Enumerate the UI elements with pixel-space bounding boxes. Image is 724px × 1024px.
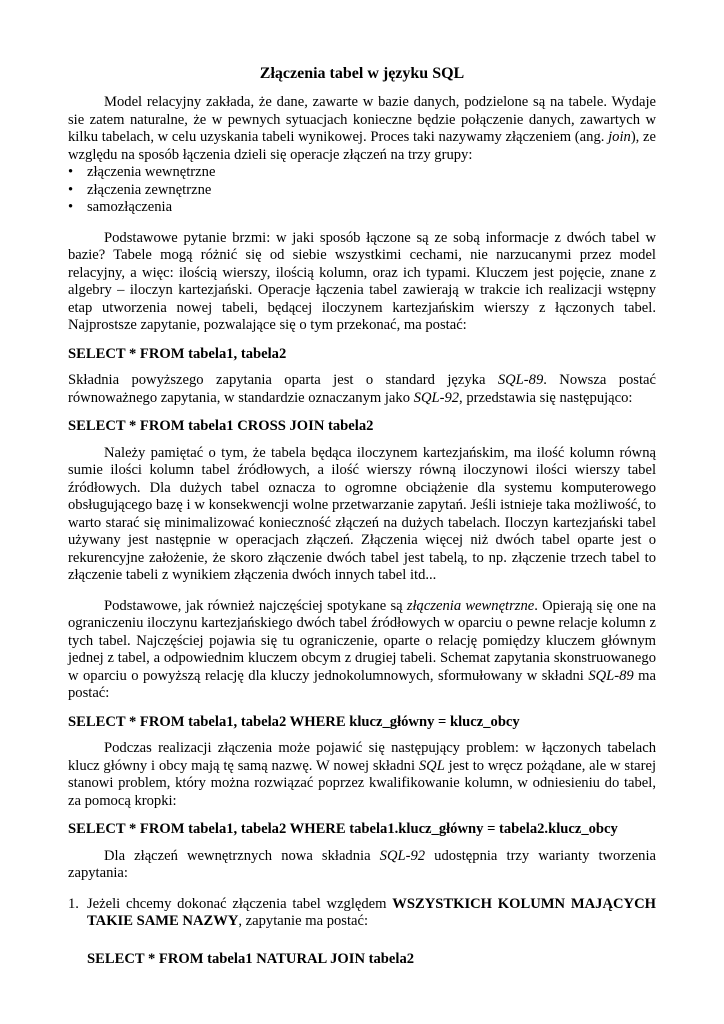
syntax-text-c: , przedstawia się następująco: — [459, 389, 633, 406]
sql-example-2: SELECT * FROM tabela1 CROSS JOIN tabela2 — [68, 418, 374, 434]
inner-text-b: . Opierają się one na ograniczeniu iloczynu kartezjańskiego dwóch tabel źródłowych w oparciu o pewne relacje kolumn z tych tabel. Najczęściej pojawia się tu ograniczenie, oparte o relację pomiędzy kluczem głównym jednej z tabel, a odpowiednim kluczem obcym z drugiej tabeli. Schemat zapytania skonstruowanego w oparciu o powyższą relację dla kluczy jednokolumnowych, sformułowany w składni — [68, 597, 657, 684]
inner-join-paragraph — [68, 598, 656, 703]
document-title: Złączenia tabel w języku SQL — [259, 65, 465, 82]
syntax-paragraph — [68, 372, 656, 407]
item-text-a: Jeżeli chcemy dokonać złączenia tabel względem — [87, 895, 393, 912]
variants-paragraph — [68, 848, 656, 883]
inner-term-sql89: SQL-89 — [588, 667, 634, 684]
bullet-icon: • — [68, 199, 74, 215]
bullet-icon: • — [68, 181, 74, 198]
sql-example-3: SELECT * FROM tabela1, tabela2 WHERE klucz_główny = klucz_obcy — [68, 713, 520, 730]
list-item-text: złączenia wewnętrzne — [87, 164, 216, 180]
sql-example-5: SELECT * FROM tabela1 NATURAL JOIN tabela2 — [87, 950, 415, 967]
variants-text-b: udostępnia trzy warianty tworzenia zapytania: — [68, 847, 656, 881]
syntax-text-a: Składnia powyższego zapytania oparta jest o standard języka — [68, 372, 498, 388]
item-emphasis: WSZYSTKICH KOLUMN MAJĄCYCH TAKIE SAME NAZWY — [87, 895, 656, 929]
cartesian-paragraph: Podstawowe pytanie brzmi: w jaki sposób łączone są ze sobą informacje z dwóch tabel w bazie? Tabele mogą różnić się od siebie wszystkimi cechami, nie narzucanymi przez model relacyjny, a więc: ilością wierszy, ilością kolumn, oraz ich typami. Kluczem jest pojęcie, znane z algebry – iloczyn kartezjański. Operacje łączenia tabel zawierają w trakcie ich realizacji wstępny etap utworzenia nowej tabeli, będącej iloczynem kartezjańskim wierszy z łączonych tabel. Najprostsze zapytanie, pozwalające się o tym przekonać, ma postać: — [68, 229, 656, 333]
join-types-list — [68, 164, 656, 217]
syntax-term-sql89: SQL-89 — [497, 372, 544, 388]
bullet-icon: • — [68, 164, 74, 180]
list-item-text: złączenia zewnętrzne — [87, 181, 212, 198]
list-item — [68, 896, 656, 931]
list-item — [68, 199, 656, 217]
variants-list — [68, 896, 656, 931]
variants-term-sql92: SQL-92 — [379, 847, 426, 864]
list-item — [68, 182, 656, 200]
inner-text-a: Podstawowe, jak również najczęściej spotykane są — [104, 597, 407, 614]
list-item-text: samozłączenia — [87, 199, 173, 215]
qualification-paragraph — [68, 740, 656, 810]
list-number: 1. — [68, 895, 79, 912]
intro-text-b: ), ze względu na sposób łączenia dzieli się operacje złączeń na trzy grupy: — [68, 129, 656, 163]
item-text-b: , zapytanie ma postać: — [238, 913, 369, 929]
variants-text-a: Dla złączeń wewnętrznych nowa składnia — [104, 847, 380, 864]
list-item — [68, 164, 656, 182]
qual-text-a: Podczas realizacji złączenia może pojawić się następujący problem: w łączonych tabelach klucz główny i obcy mają tę samą nazwę. W nowej składni — [68, 740, 656, 774]
intro-term-join: join — [608, 129, 631, 145]
intro-paragraph — [68, 94, 656, 164]
inner-text-c: ma postać: — [68, 667, 657, 701]
qual-term-sql: SQL — [418, 757, 445, 774]
sql-example-1: SELECT * FROM tabela1, tabela2 — [68, 345, 287, 362]
intro-text-a: Model relacyjny zakłada, że dane, zawarte w bazie danych, podzielone są na tabele. Wydaje sie zatem naturalne, że w pewnych sytuacjach konieczne będzie połączenie danych, zawartych w kilku tabelach, w celu uzyskania tabeli wynikowej. Proces taki nazywamy złączeniem (ang. — [68, 94, 656, 145]
performance-paragraph: Należy pamiętać o tym, że tabela będąca iloczynem kartezjańskim, ma ilość kolumn równą sumie ilości kolumn tabel źródłowych, a ilość wierszy równą iloczynowi ilości wierszy tabel źródłowych. Dla dużych tabel oznacza to ogromne obciążenie dla systemu komputerowego obsługującego bazę i w konsekwencji wolne przetwarzanie zapytań. Jeśli istnieje taka możliwość, to warto starać się minimalizować konieczność złączeń na dużych tabelach. Iloczyn kartezjański tabel używany jest następnie w operacjach złączeń. Złączenia więcej niż dwóch tabel oparte jest o rekurencyjne założenie, że skoro złączenie dwóch tabel jest tabelą, to np. złączenie trzech tabel to złączenie tabeli z wynikiem złączenia dwóch innych tabel itd... — [68, 444, 656, 583]
qual-text-b: jest to wręcz pożądane, ale w starej stanowi problem, który można rozwiązać poprzez kwalifikowanie kolumn, w odniesieniu do tabel, za pomocą kropki: — [68, 757, 656, 809]
syntax-text-b: . Nowsza postać równoważnego zapytania, w standardzie oznaczanym jako — [68, 372, 656, 406]
inner-term: złączenia wewnętrzne — [406, 597, 535, 614]
syntax-term-sql92: SQL-92 — [413, 389, 460, 406]
sql-example-4: SELECT * FROM tabela1, tabela2 WHERE tabela1.klucz_główny = tabela2.klucz_obcy — [68, 821, 618, 837]
